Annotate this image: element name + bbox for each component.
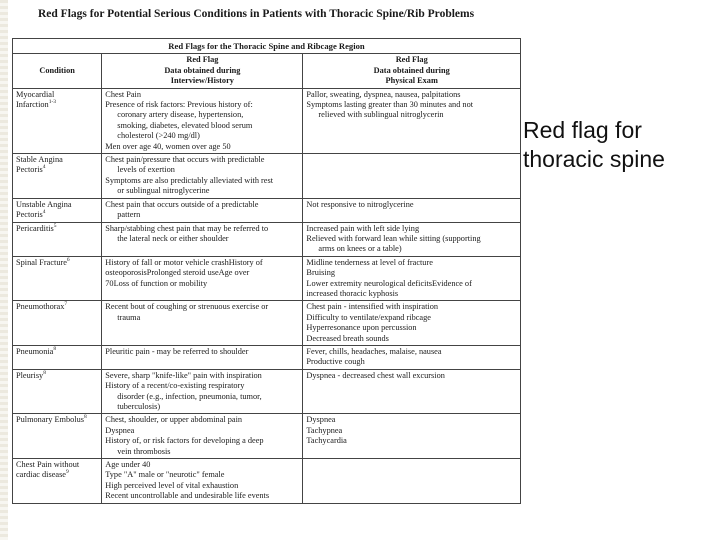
header-condition-label: Condition bbox=[39, 65, 75, 75]
exam-line: Tachypnea bbox=[306, 425, 343, 435]
exam-cell bbox=[303, 256, 521, 301]
condition-cell bbox=[13, 256, 102, 301]
exam-line: increased thoracic kyphosis bbox=[306, 288, 399, 298]
history-line: pattern bbox=[117, 210, 141, 220]
condition-name-text: Pleurisy bbox=[16, 370, 44, 380]
exam-line: Increased pain with left side lying bbox=[306, 223, 420, 233]
condition-cell bbox=[13, 414, 102, 459]
exam-line: Symptoms lasting greater than 30 minutes and not bbox=[306, 100, 474, 110]
history-line: Chest pain/pressure that occurs with predictable bbox=[105, 155, 265, 165]
left-edge-decoration bbox=[0, 0, 8, 540]
condition-name-line bbox=[16, 258, 98, 268]
condition-name-line bbox=[16, 155, 98, 165]
reference-superscript: 5 bbox=[53, 222, 57, 229]
slide-caption bbox=[523, 116, 713, 174]
caption-line: Red flag for bbox=[523, 117, 642, 143]
table-body bbox=[13, 88, 521, 503]
reference-superscript: 4 bbox=[42, 164, 46, 171]
condition-name-line bbox=[16, 460, 98, 470]
figure-title: Red Flags for Potential Serious Conditions in Patients with Thoracic Spine/Rib Problems bbox=[38, 8, 475, 20]
history-line: High perceived level of vital exhaustion bbox=[105, 480, 239, 490]
history-line: the lateral neck or either shoulder bbox=[117, 233, 229, 243]
reference-superscript: 8 bbox=[43, 370, 46, 377]
history-line: smoking, diabetes, elevated blood serum bbox=[117, 120, 253, 130]
exam-line: Dyspnea - decreased chest wall excursion bbox=[306, 370, 445, 380]
condition-name-line bbox=[16, 470, 98, 480]
history-cell bbox=[102, 414, 303, 459]
condition-cell bbox=[13, 369, 102, 414]
history-cell bbox=[102, 198, 303, 222]
header-exam-line: Data obtained during bbox=[373, 65, 450, 75]
condition-name-line bbox=[16, 165, 98, 175]
condition-name-line bbox=[16, 200, 98, 210]
condition-name-line bbox=[16, 371, 98, 381]
condition-name-text: Pneumothorax bbox=[16, 302, 65, 312]
history-line: trauma bbox=[117, 312, 141, 322]
table-row bbox=[13, 88, 521, 153]
header-exam-line: Physical Exam bbox=[385, 76, 438, 86]
condition-cell bbox=[13, 222, 102, 256]
condition-name-line bbox=[16, 224, 98, 234]
reference-superscript: 7 bbox=[64, 301, 68, 308]
exam-line: Relieved with forward lean while sitting (supporting bbox=[306, 233, 481, 243]
history-line: Severe, sharp "knife-like" pain with inspiration bbox=[105, 370, 262, 380]
condition-name-text: Chest Pain without bbox=[16, 460, 80, 470]
history-line: History of fall or motor vehicle crashHistory of bbox=[105, 257, 263, 267]
history-line: vein thrombosis bbox=[117, 446, 171, 456]
header-history-line: Interview/History bbox=[170, 76, 234, 86]
history-line: cholesterol (>240 mg/dl) bbox=[117, 131, 200, 141]
exam-line: Lower extremity neurological deficitsEvidence of bbox=[306, 278, 472, 288]
exam-cell bbox=[303, 345, 521, 369]
table-row bbox=[13, 222, 521, 256]
condition-name-text: Unstable Angina bbox=[16, 199, 72, 209]
table-header-row bbox=[13, 54, 521, 88]
condition-name-text: Pulmonary Embolus bbox=[16, 415, 84, 425]
history-cell bbox=[102, 256, 303, 301]
condition-cell bbox=[13, 345, 102, 369]
exam-line: arms on knees or a table) bbox=[318, 244, 402, 254]
condition-cell bbox=[13, 198, 102, 222]
condition-name-line bbox=[16, 302, 98, 312]
history-cell bbox=[102, 369, 303, 414]
exam-line: Productive cough bbox=[306, 357, 365, 367]
exam-line: Bruising bbox=[306, 268, 336, 278]
exam-cell bbox=[303, 459, 521, 504]
header-exam bbox=[303, 54, 521, 88]
history-line: levels of exertion bbox=[117, 165, 175, 175]
condition-name-line bbox=[16, 347, 98, 357]
table-row bbox=[13, 154, 521, 199]
table-row bbox=[13, 256, 521, 301]
exam-line: relieved with sublingual nitroglycerin bbox=[318, 110, 444, 120]
reference-superscript: 4 bbox=[42, 209, 46, 216]
table-banner: Red Flags for the Thoracic Spine and Ribcage Region bbox=[13, 39, 521, 54]
history-cell bbox=[102, 88, 303, 153]
history-line: 70Loss of function or mobility bbox=[105, 278, 208, 288]
history-line: Presence of risk factors: Previous history of: bbox=[105, 100, 253, 110]
table-row bbox=[13, 198, 521, 222]
condition-name-text: cardiac disease bbox=[16, 470, 66, 480]
history-cell bbox=[102, 459, 303, 504]
condition-name-text: Spinal Fracture bbox=[16, 257, 67, 267]
exam-line: Fever, chills, headaches, malaise, nausea bbox=[306, 346, 442, 356]
table-row bbox=[13, 369, 521, 414]
caption-line: thoracic spine bbox=[523, 146, 665, 172]
condition-name-text: Pericarditis bbox=[16, 223, 54, 233]
history-line: Recent uncontrollable and undesirable life events bbox=[105, 491, 270, 501]
red-flags-table-container bbox=[12, 38, 521, 540]
history-line: coronary artery disease, hypertension, bbox=[117, 110, 244, 120]
exam-line: Pallor, sweating, dyspnea, nausea, palpitations bbox=[306, 89, 461, 99]
reference-superscript: 1-3 bbox=[48, 99, 57, 106]
exam-cell bbox=[303, 154, 521, 199]
condition-cell bbox=[13, 88, 102, 153]
table-row bbox=[13, 301, 521, 346]
exam-cell bbox=[303, 198, 521, 222]
condition-cell bbox=[13, 154, 102, 199]
history-line: Dyspnea bbox=[105, 425, 135, 435]
red-flags-table bbox=[12, 38, 521, 504]
history-line: Men over age 40, women over age 50 bbox=[105, 141, 231, 151]
condition-name-text: Pectoris bbox=[16, 210, 43, 220]
history-cell bbox=[102, 345, 303, 369]
exam-line: Tachycardia bbox=[306, 436, 347, 446]
condition-name-text: Myocardial bbox=[16, 89, 55, 99]
exam-line: Difficulty to ventilate/expand ribcage bbox=[306, 312, 431, 322]
exam-cell bbox=[303, 88, 521, 153]
history-line: Sharp/stabbing chest pain that may be referred to bbox=[105, 223, 269, 233]
history-line: tuberculosis) bbox=[117, 402, 161, 411]
reference-superscript: 8 bbox=[84, 414, 87, 421]
exam-cell bbox=[303, 222, 521, 256]
header-exam-line: Red Flag bbox=[395, 55, 428, 65]
exam-cell bbox=[303, 301, 521, 346]
history-cell bbox=[102, 222, 303, 256]
condition-name-text: Pneumonia bbox=[16, 346, 54, 356]
condition-cell bbox=[13, 301, 102, 346]
history-cell bbox=[102, 154, 303, 199]
condition-name-line bbox=[16, 100, 98, 110]
condition-name-text: Stable Angina bbox=[16, 155, 63, 165]
condition-name-line bbox=[16, 415, 98, 425]
table-row bbox=[13, 345, 521, 369]
history-line: Type "A" male or "neurotic" female bbox=[105, 470, 225, 480]
exam-line: Midline tenderness at level of fracture bbox=[306, 257, 433, 267]
header-condition bbox=[13, 54, 102, 88]
exam-cell bbox=[303, 414, 521, 459]
header-history bbox=[102, 54, 303, 88]
history-line: Age under 40 bbox=[105, 460, 151, 470]
history-line: Chest Pain bbox=[105, 89, 142, 99]
history-line: Pleuritic pain - may be referred to shoulder bbox=[105, 346, 249, 356]
reference-superscript: 6 bbox=[66, 256, 70, 263]
header-history-line: Red Flag bbox=[186, 55, 219, 65]
history-line: History of a recent/co-existing respiratory bbox=[105, 381, 245, 391]
condition-name-line bbox=[16, 210, 98, 220]
condition-name-line bbox=[16, 90, 98, 100]
reference-superscript: 9 bbox=[65, 469, 69, 476]
history-line: Chest, shoulder, or upper abdominal pain bbox=[105, 415, 243, 425]
condition-name-text: Infarction bbox=[16, 100, 49, 110]
header-history-line: Data obtained during bbox=[164, 65, 241, 75]
condition-name-text: Pectoris bbox=[16, 165, 43, 175]
exam-line: Hyperresonance upon percussion bbox=[306, 323, 417, 333]
exam-line: Decreased breath sounds bbox=[306, 333, 389, 343]
history-line: Recent bout of coughing or strenuous exercise or bbox=[105, 302, 269, 312]
exam-cell bbox=[303, 369, 521, 414]
table-row bbox=[13, 459, 521, 504]
exam-line: Dyspnea bbox=[306, 415, 336, 425]
history-line: or sublingual nitroglycerine bbox=[117, 186, 210, 196]
history-line: osteoporosisProlonged steroid useAge over bbox=[105, 268, 250, 278]
reference-superscript: 8 bbox=[53, 346, 57, 353]
history-line: Chest pain that occurs outside of a predictable bbox=[105, 199, 259, 209]
exam-line: Chest pain - intensified with inspiration bbox=[306, 302, 439, 312]
history-line: Symptoms are also predictably alleviated with rest bbox=[105, 175, 274, 185]
history-line: History of, or risk factors for developing a deep bbox=[105, 436, 264, 446]
history-line: disorder (e.g., infection, pneumonia, tumor, bbox=[117, 391, 262, 401]
condition-cell bbox=[13, 459, 102, 504]
table-banner-row bbox=[13, 39, 521, 54]
table-row bbox=[13, 414, 521, 459]
history-cell bbox=[102, 301, 303, 346]
exam-line: Not responsive to nitroglycerine bbox=[306, 199, 414, 209]
